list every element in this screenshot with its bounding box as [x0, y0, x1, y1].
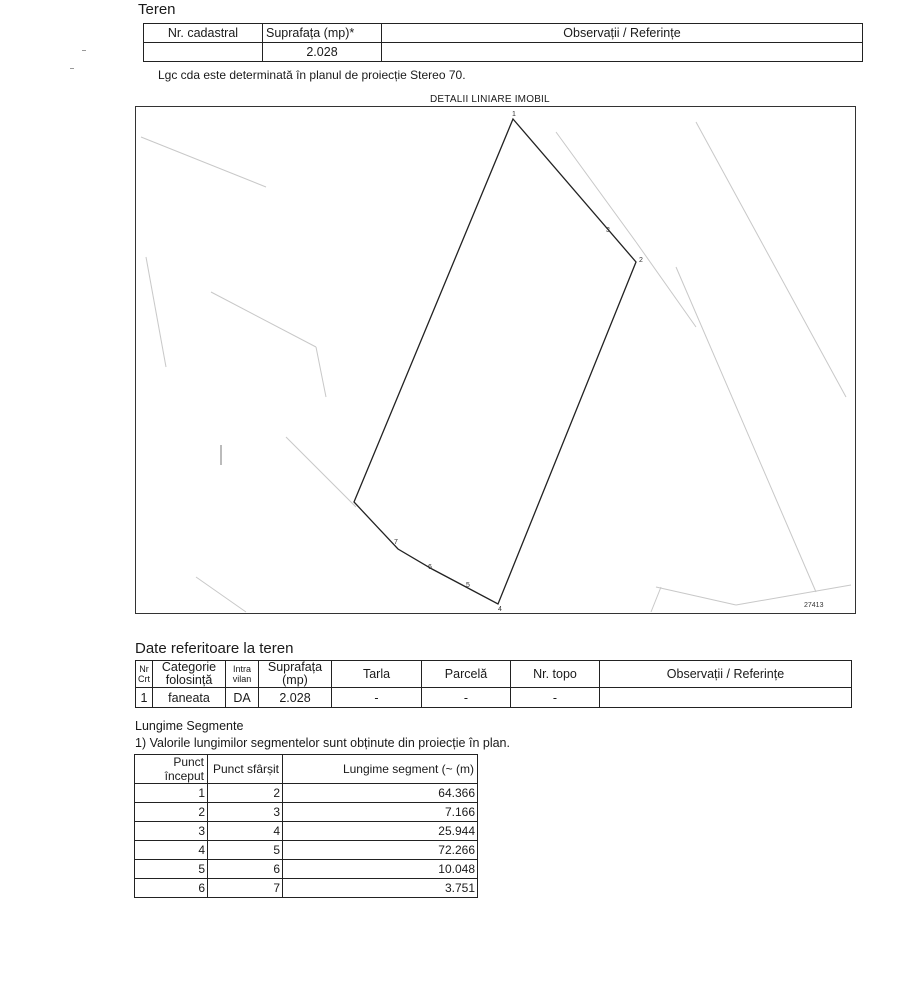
header-observatii: Observații / Referințe [382, 24, 863, 43]
margin-speck [70, 68, 74, 69]
header-suprafata: Suprafața (mp)* [263, 24, 382, 43]
cell-end: 6 [208, 860, 283, 879]
neighbour-line [141, 137, 266, 187]
table-row [135, 784, 478, 803]
point-label-5: 5 [466, 582, 470, 589]
header-parcela: Parcelă [422, 661, 511, 688]
header-punct-inceput: Punct început [135, 755, 208, 784]
cell-start: 6 [135, 879, 208, 898]
cell-end: 3 [208, 803, 283, 822]
neighbour-line [651, 587, 661, 612]
header-nr-topo: Nr. topo [511, 661, 600, 688]
teren-data-row [144, 43, 863, 62]
cell-end: 2 [208, 784, 283, 803]
point-label-1: 1 [512, 111, 516, 118]
margin-speck [82, 50, 86, 51]
header-suprafata-mp: Suprafața (mp) [259, 661, 332, 688]
header-intravilan: Intra vilan [226, 661, 259, 688]
cell-suprafata: 2.028 [263, 43, 382, 62]
neighbour-line [736, 585, 851, 605]
parcel-plan-svg [136, 107, 855, 613]
neighbour-line [636, 242, 696, 327]
drawing-title: DETALII LINIARE IMOBIL [430, 94, 550, 105]
cell-suprafata-mp: 2.028 [259, 688, 332, 708]
table-row [135, 803, 478, 822]
segmente-header-row [135, 755, 478, 784]
parcel-drawing [135, 106, 856, 614]
date-teren-header-row [136, 661, 852, 688]
cell-tarla: - [332, 688, 422, 708]
cell-length: 72.266 [283, 841, 478, 860]
cell-length: 10.048 [283, 860, 478, 879]
cell-end: 5 [208, 841, 283, 860]
cell-parcela: - [422, 688, 511, 708]
date-teren-table [135, 660, 852, 708]
cell-end: 7 [208, 879, 283, 898]
cell-start: 5 [135, 860, 208, 879]
cell-nr-cadastral [144, 43, 263, 62]
date-teren-data-row [136, 688, 852, 708]
table-row [135, 879, 478, 898]
point-label-2: 2 [639, 257, 643, 264]
cell-length: 25.944 [283, 822, 478, 841]
cell-length: 7.166 [283, 803, 478, 822]
neighbour-line [676, 267, 816, 592]
cell-start: 3 [135, 822, 208, 841]
teren-header-row [144, 24, 863, 43]
header-nr-cadastral: Nr. cadastral [144, 24, 263, 43]
point-label-3: 3 [606, 227, 610, 234]
parcel-outline [354, 119, 636, 604]
cell-nr-crt: 1 [136, 688, 153, 708]
neighbour-line [696, 122, 846, 397]
segmente-table [134, 754, 478, 898]
cell-start: 4 [135, 841, 208, 860]
neighbour-line [556, 132, 636, 242]
cell-observatii-referinte [600, 688, 852, 708]
table-row [135, 822, 478, 841]
corner-label: 27413 [804, 602, 824, 609]
point-label-6: 6 [428, 564, 432, 571]
neighbour-line [196, 577, 246, 612]
header-observatii-referinte: Observații / Referințe [600, 661, 852, 688]
point-label-4: 4 [498, 606, 502, 613]
cell-intravilan: DA [226, 688, 259, 708]
neighbour-line [146, 257, 166, 367]
projection-note: Lgc cda este determinată în planul de proiecție Stereo 70. [158, 68, 466, 82]
header-categorie: Categorie folosință [153, 661, 226, 688]
cell-start: 1 [135, 784, 208, 803]
neighbour-lines [141, 122, 851, 612]
cell-observatii [382, 43, 863, 62]
header-nr-crt: Nr Crt [136, 661, 153, 688]
neighbour-line [316, 347, 326, 397]
table-row [135, 860, 478, 879]
point-label-7: 7 [394, 539, 398, 546]
cell-start: 2 [135, 803, 208, 822]
cell-length: 3.751 [283, 879, 478, 898]
header-lungime-segment: Lungime segment (~ (m) [283, 755, 478, 784]
segmente-title: Lungime Segmente [135, 719, 244, 733]
segmente-subtitle: 1) Valorile lungimilor segmentelor sunt obținute din proiecție în plan. [135, 736, 510, 750]
section-title-teren: Teren [138, 1, 176, 18]
section-title-date-teren: Date referitoare la teren [135, 640, 294, 657]
neighbour-line [286, 437, 356, 507]
cell-categorie: faneata [153, 688, 226, 708]
cell-length: 64.366 [283, 784, 478, 803]
table-row [135, 841, 478, 860]
header-punct-sfarsit: Punct sfârșit [208, 755, 283, 784]
teren-table [143, 23, 863, 62]
neighbour-line [211, 292, 316, 347]
cell-nr-topo: - [511, 688, 600, 708]
cell-end: 4 [208, 822, 283, 841]
header-tarla: Tarla [332, 661, 422, 688]
neighbour-line [656, 587, 736, 605]
